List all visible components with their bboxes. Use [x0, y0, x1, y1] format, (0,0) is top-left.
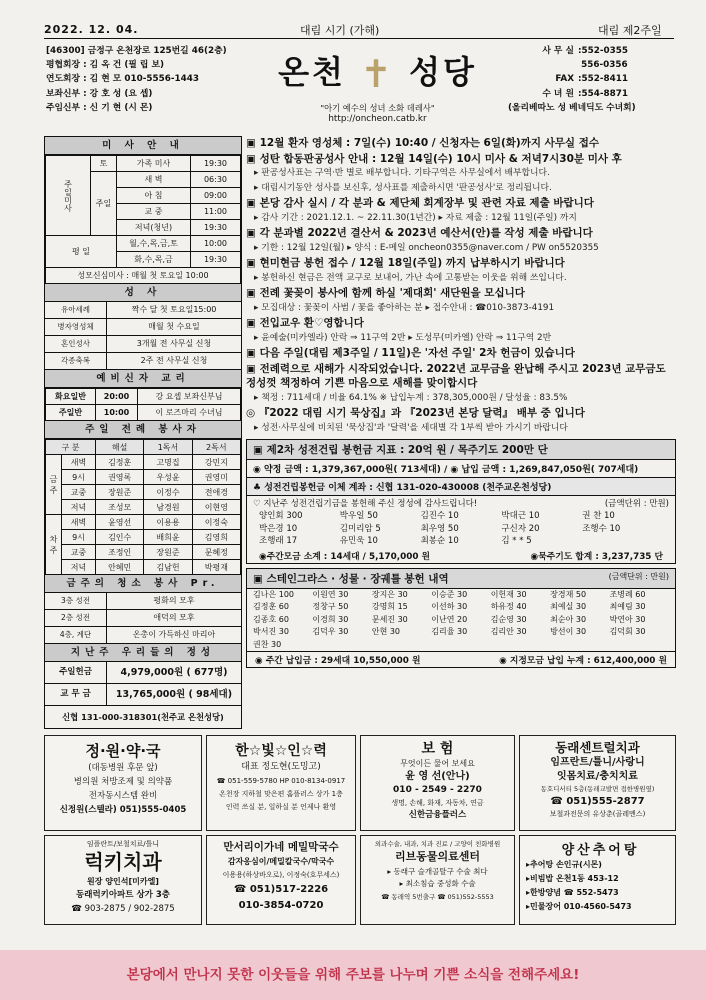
- announcement-item: [246, 346, 676, 361]
- donor-entry: 박대근 10: [501, 511, 540, 521]
- donor-entry: 이원연 30: [312, 589, 349, 599]
- ad-chueotang[interactable]: 양산추어탕 ▸추어탕 손인규(시몬) ▸비빔밥 온천1동 453-12 ▸한방양념 ☎ 552-5473 ▸민물장어 010-4560-5473: [519, 835, 676, 925]
- donor-entry: 권 찬 10: [582, 511, 615, 521]
- donor-entry: 김 * * 5: [501, 536, 532, 546]
- donor-entry: 김리율 30: [431, 627, 468, 636]
- offering-title: 지난주 우리들의 정성: [45, 644, 241, 662]
- announcement-title: ◎ 『2022 대림 시기 묵상집』과 『2023년 본당 달력』 배부 중 입니다: [246, 407, 585, 419]
- address: [46300] 금정구 온천장로 125번길 46(2층): [46, 46, 227, 56]
- glass-donor-list: [247, 589, 675, 652]
- donor-entry: 박우일 50: [339, 511, 378, 521]
- staff-row: 연도회장 : 김 현 모 010-5556-1443: [46, 74, 199, 85]
- announcement-item: [246, 406, 676, 435]
- donor-entry: 권찬 30: [253, 639, 282, 649]
- announcement-item: [246, 286, 676, 315]
- announcement-item: [246, 256, 676, 285]
- announcement-title: ▣ 전입교우 환♡영합니다: [246, 317, 364, 329]
- announcement-title: ▣ 성탄 합동판공성사 안내 : 12월 14일(수) 10시 미사 & 저녁7시30분 미사 후: [246, 152, 622, 165]
- left-info-column: 미 사 안 내 주일미사 토 가족 미사 19:30 주일 새 벽 06:30 아 침 09:00 교 중 11:00 저녁(청년) 19:30 평 일 월,수,목,금,토 10:00 화,수,목,금 19:30 성모신심미사 : 매월 첫 토요일 10:00 성 사 유아세례 짝수 달 첫 토요일15:00 병자영성체 매월 첫 수요일 혼인성사 3개월 전 사무실 신청 각종축복 2주 전 사무실 신청 예비신자 교리 화요일반 20:00 강 요셉 보좌신부님 주일반 10:00 이 로즈마리 수녀님 주일 전례 봉사자 구 분 해설 1독서 2독서 금주 새벽 김정훈 고명집 강민지 9시 권영록 우성윤 권영미 교중 장원준 이정수 전애경 저녁 조성모 남경원 이현영 차주 새벽 윤영선 이용용 이정숙 9시 김인수 배희윤 김영희 교중 조정인 장원준 문혜정 저녁 안혜민 김남헌 박평재 금주의 청소 봉사 Pr. 3층 성전 평화의 모후 2층 성전 애덕의 모후 4층, 계단 온총이 가득하신 마리아 지난주 우리들의 정성 주일헌금 4,979,000원 ( 677명) 교 무 금 13,765,000원 ( 98세대) 신협 131-000-318301(천주교 온천성당): [44, 136, 242, 729]
- staff-row: 주임신부 : 신 기 현 (시 몬): [46, 102, 153, 113]
- announcement-item: [246, 316, 676, 345]
- staff-row: 보좌신부 : 강 호 성 (요 셉): [46, 88, 153, 99]
- donor-entry: 방선이 30: [550, 627, 587, 636]
- announcement-detail: ▸ 대림시기동안 성사를 보신후, 성사표를 제출하시면 '판공성사'로 정리됩니다.: [254, 182, 552, 193]
- glass-donation-box: [246, 568, 676, 669]
- fund-title: ▣ 제2차 성전건립 봉헌금 지표 : 20억 원 / 목주기도 200만 단: [247, 440, 675, 460]
- bank-account: 신협 131-000-318301(천주교 온천성당): [62, 712, 224, 722]
- announcement-title: ▣ 본당 감사 실시 / 각 분과 & 제단체 회계장부 및 관련 자료 제출 바랍니다: [246, 197, 594, 209]
- donor-entry: 최우영 50: [420, 523, 459, 534]
- fund-thanks-row: ♡ 지난주 성전건립기금을 봉헌해 주신 정성에 감사드립니다! (금액단위 : 만원): [253, 499, 669, 509]
- donor-entry: 양인회 300: [259, 511, 303, 521]
- mass-title: 미 사 안 내: [45, 137, 241, 155]
- header-rule: [44, 38, 674, 39]
- donor-entry: 박연아 30: [609, 614, 646, 624]
- ad-staffing[interactable]: 한☆빛☆인☆력 대표 정도현(도밍고) ☎ 051-559-5780 HP 010-8134-0917 온천장 지하철 맞은편 홈플러스 상가 1층 인력 쓰실 분, 일하실 분 언제나 환영: [206, 735, 356, 831]
- liturgical-season: 대림 시기 (가해): [300, 24, 380, 37]
- donor-entry: 장경재 50: [550, 589, 587, 599]
- servers-title: 주일 전례 봉사자: [45, 421, 241, 439]
- donor-entry: 유민욱 10: [339, 536, 378, 546]
- ad-animal-hospital[interactable]: 외과수술, 내과, 치과 진료 / 고양이 친화병원 리브동물의료센터 ▸ 동래구 슬개골탈구 수술 최다 ▸ 최소침습 중성화 수술 ☎ 동래역 5번출구 ☎ 051)552-5553: [360, 835, 515, 925]
- donor-entry: 최봉순 10: [420, 536, 459, 546]
- donor-entry: 구신자 20: [501, 523, 540, 534]
- announcement-detail: ▸ 기한 : 12월 12일(월) ▸ 양식 : E-메일 oncheon0355@naver.com / PW on5520355: [254, 242, 599, 253]
- announcement-item: [246, 152, 676, 196]
- announcement-title: ▣ 현미현금 봉헌 접수 / 12월 18일(주일) 까지 납부하시기 바랍니다: [246, 257, 565, 269]
- donor-entry: 김나은 100: [253, 589, 294, 599]
- donor-entry: 최예림 30: [609, 602, 646, 611]
- donor-entry: 김덕우 30: [312, 627, 349, 636]
- donor-entry: 조행래 17: [259, 536, 298, 546]
- fund-sum-row: ◉주간모금 소계 : 14세대 / 5,170,000 원 ◉묵주기도 합계 : 3,237,735 단: [259, 551, 663, 562]
- donor-entry: 박은경 10: [259, 523, 298, 534]
- cate-table: 화요일반 20:00 강 요셉 보좌신부님 주일반 10:00 이 로즈마리 수녀님: [45, 388, 241, 421]
- clean-title: 금주의 청소 봉사 Pr.: [45, 575, 241, 593]
- ad-noodle[interactable]: 만서리이가네 메밀막국수 감자옹심이/메밀칼국수/막국수 이용용(하상바오로), 이정숙(호무세스) ☎ 051)517-2226 010-3854-0720: [206, 835, 356, 925]
- building-fund-box: [246, 439, 676, 564]
- announcement-detail: ▸ 모집대상 : 꽃꽂이 사범 / 꽃을 좋아하는 분 ▸ 접수안내 : ☎010-3873-4191: [254, 302, 555, 313]
- ad-dental-central[interactable]: 동래센트럴치과 임프란트/틀니/사랑니 잇몸치료/충치치료 동호디서티 5층(동래교발면 접한병원옆) ☎ 051)555-2877 보철과전문의 유상춘(골레멘스): [519, 735, 676, 831]
- donor-entry: 이난연 20: [431, 614, 468, 624]
- contact-block: 사 무 실 : 552-0355 556-0356 FAX : 552-8411 수 녀 원 : 554-8871 (올리베따노 성 베네딕도 수녀회): [508, 44, 676, 115]
- advertisements: [44, 735, 676, 925]
- donor-entry: 김리안 30: [490, 627, 527, 636]
- sick-mass: 성모신심미사 : 매월 첫 토요일 10:00: [46, 268, 241, 284]
- ad-pharmacy[interactable]: 정·원·약·국 (대동병원 후문 앞) 병의원 처방조제 및 의약품 전자동시스템 완비 신정원(스텔라) 051)555-0405: [44, 735, 202, 831]
- donor-entry: 장지은 30: [371, 589, 408, 599]
- fund-donor-list: [247, 510, 675, 548]
- donor-entry: 최순아 30: [550, 614, 587, 624]
- sisters-name: (올리베따노 성 베네딕도 수녀회): [508, 102, 636, 113]
- bulletin-date: 2022. 12. 04.: [44, 23, 139, 36]
- donor-entry: 강명희 15: [371, 602, 408, 611]
- announcement-detail: ▸ 성전·사무실에 비치된 '묵상집'과 '달력'을 세대별 각 1부씩 받아 가시기 바랍니다: [254, 422, 568, 433]
- donor-entry: 정창구 50: [312, 602, 349, 611]
- fund-amounts: ◉ 약정 금액 : 1,379,367,000원( 713세대) / ◉ 납입 금액 : 1,269,847,050원( 707세대): [247, 460, 675, 478]
- parish-logo-block: [250, 44, 505, 133]
- footer-banner: 본당에서 만나지 못한 이웃들을 위해 주보를 나누며 기쁜 소식을 전해주세요!: [0, 950, 706, 1000]
- donor-entry: 문세진 30: [371, 614, 408, 624]
- donor-entry: 조병례 60: [609, 589, 646, 599]
- donor-entry: 김종호 60: [253, 614, 289, 624]
- donor-entry: 박서진 30: [253, 627, 289, 636]
- glass-title-row: ▣ 스테인그라스 · 성물 · 장궤틀 봉헌 내역 (금액단위 : 만원): [247, 569, 675, 589]
- donor-entry: 이헌재 30: [490, 589, 527, 599]
- sacrament-title: 성 사: [45, 284, 241, 302]
- announcement-title: ▣ 전례력으로 새해가 시작되었습니다. 2022년 교무금을 완납해 주시고 2023년 교무금도 정성껏 책정하여 기쁜 마음으로 새해를 맞이합시다: [246, 362, 666, 389]
- donor-entry: 이승준 30: [431, 589, 468, 599]
- donor-entry: 하유정 40: [490, 602, 527, 611]
- announcement-title: ▣ 다음 주일(대림 제3주일 / 11일)은 '자선 주일' 2차 헌금이 있습니다: [246, 347, 575, 359]
- servers-table: 구 분 해설 1독서 2독서 금주 새벽 김정훈 고명집 강민지 9시 권영록 우성윤 권영미 교중 장원준 이정수 전애경 저녁 조성모 남경원 이현영 차주 새벽 윤영선 이용용 이정숙 9시 김인수 배희윤 김영희 교중 조정인 장원준 문혜정 저녁 안혜민 김남헌 박평재: [45, 439, 241, 575]
- fund-bank: ♣ 성전건립봉헌금 이체 계좌 : 신협 131-020-430008 (천주교온천성당): [247, 478, 675, 496]
- announcement-title: ▣ 전례 꽃꽂이 봉사에 함께 하실 '제대회' 새단원을 모십니다: [246, 287, 525, 299]
- announcement-item: [246, 196, 676, 225]
- mass-table: 주일미사 토 가족 미사 19:30 주일 새 벽 06:30 아 침 09:00 교 중 11:00 저녁(청년) 19:30 평 일 월,수,목,금,토 10:00 화,수,목,금 19:30 성모신심미사 : 매월 첫 토요일 10:00: [45, 155, 241, 284]
- announcement-detail: ▸ 감사 기간 : 2021.12.1. ~ 22.11.30(1년간) ▸ 자료 제출 : 12월 11일(주일) 까지: [254, 212, 577, 223]
- parish-motto: "아기 예수의 성녀 소화 데레사": [320, 103, 435, 113]
- announcement-detail: ▸ 윤예술(미카엘라) 안락 ⇒ 11구역 2반 ▸ 도성무(미카엘) 안락 ⇒ 11구역 2반: [254, 332, 552, 343]
- liturgical-week: 대림 제2주일: [598, 24, 662, 37]
- announcements-column: [246, 136, 676, 668]
- donor-entry: 김정훈 60: [253, 602, 289, 611]
- announcement-title: ▣ 각 분과별 2022년 결산서 & 2023년 예산서(안)를 작성 제출 바랍니다: [246, 227, 593, 239]
- cate-title: 예비신자 교리: [45, 370, 241, 388]
- donor-entry: 조행수 10: [582, 523, 621, 534]
- ad-lucky-dental[interactable]: 임플란트/보철치료/틀니 럭키치과 원장 양인석[미카엘] 동래럭키아파트 상가 3층 ☎ 903-2875 / 902-2875: [44, 835, 202, 925]
- donor-entry: 김진수 10: [420, 511, 459, 521]
- ad-insurance[interactable]: 보 험 무엇이든 물어 보세요 윤 영 선(안나) 010 - 2549 - 2270 생명, 손해, 화재, 자동차, 연금 신한금융플러스: [360, 735, 515, 831]
- donor-entry: 최예실 30: [550, 602, 587, 611]
- donor-entry: 김미리암 5: [339, 523, 381, 534]
- announcement-detail: ▸ 판공성사표는 구역·반 별로 배부합니다. 기타구역은 사무실에서 배부합니다.: [254, 168, 550, 178]
- staff-row: 평협회장 : 김 옥 건 (필 립 보): [46, 60, 164, 71]
- announcement-detail: ▸ 봉헌하신 현금은 전액 교구로 보내어, 가난 속에 고통받는 이웃을 위해 쓰입니다.: [254, 272, 567, 283]
- donor-entry: 안현 30: [371, 627, 401, 636]
- glass-sum-row: ◉ 주간 납입금 : 29세대 10,550,000 원 ◉ 지정모금 납입 누계 : 612,400,000 원: [247, 651, 675, 667]
- announcement-item: [246, 226, 676, 255]
- parish-url[interactable]: http://oncheon.catb.kr: [328, 114, 427, 124]
- parish-logo: 온천 ✝ 성당: [278, 52, 477, 96]
- donor-entry: 이선하 30: [431, 602, 468, 611]
- donor-entry: 이경희 30: [312, 614, 349, 624]
- cross-icon: ✝: [360, 52, 395, 96]
- announcement-item: [246, 362, 676, 406]
- announcement-item: [246, 136, 676, 151]
- announcement-title: ▣ 12월 환자 영성체 : 7일(수) 10:40 / 신청자는 6일(화)까지 사무실 접수: [246, 137, 600, 149]
- donor-entry: 김덕회 30: [609, 627, 646, 636]
- staff-block: [46, 44, 246, 115]
- announcement-list: [246, 136, 676, 435]
- donor-entry: 김순영 30: [490, 614, 527, 624]
- announcement-detail: ▸ 책정 : 711세대 / 비율 64.1% ※ 납입누계 : 378,305,000원 / 달성율 : 83.5%: [254, 392, 568, 403]
